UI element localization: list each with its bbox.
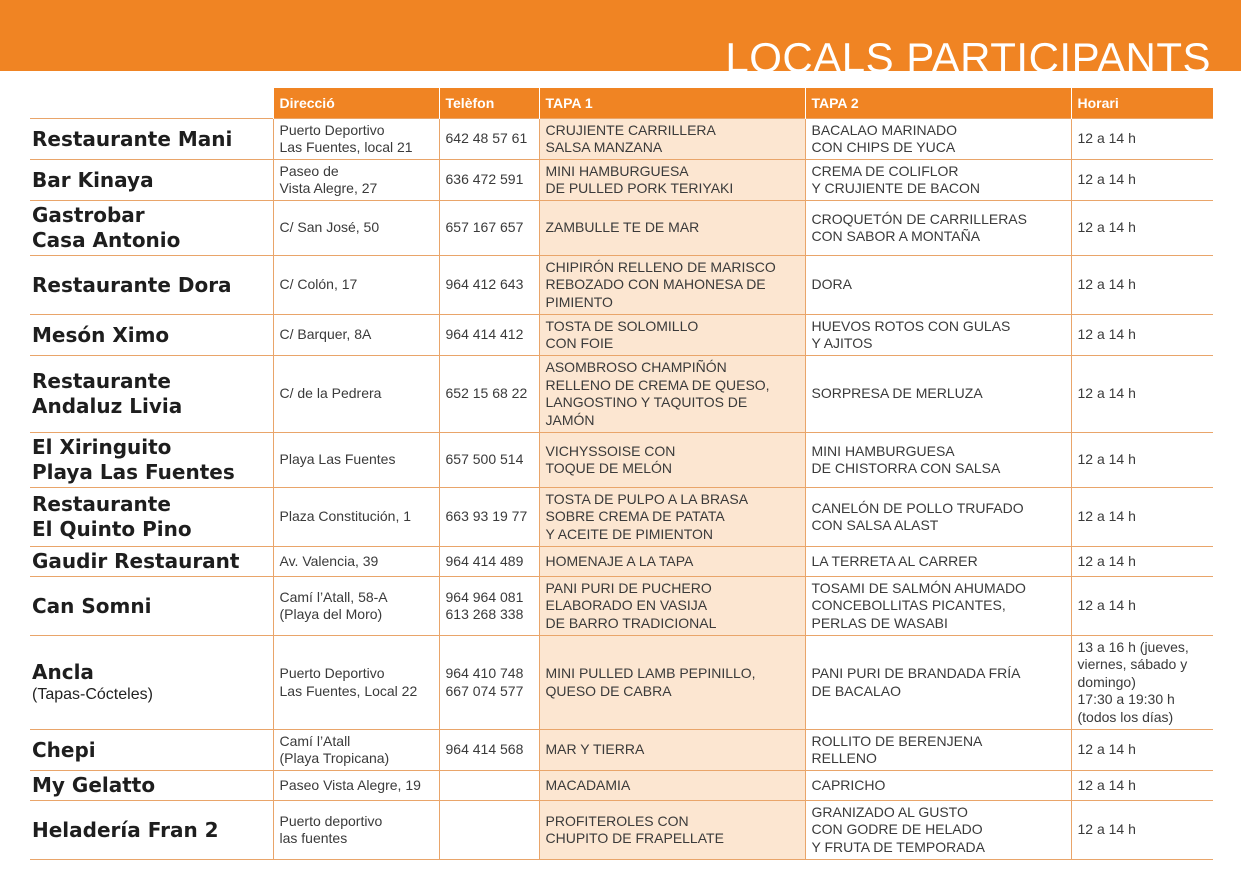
venue-hours: 12 a 14 h bbox=[1071, 356, 1213, 433]
venue-hours: 12 a 14 h bbox=[1071, 730, 1213, 771]
venue-name: Bar Kinaya bbox=[30, 160, 273, 201]
venue-phone: 964 414 489 bbox=[439, 547, 539, 577]
table-row bbox=[30, 577, 1213, 636]
participants-table bbox=[30, 88, 1213, 860]
venue-phone: 964 410 748 667 074 577 bbox=[439, 636, 539, 730]
venue-address: C/ Colón, 17 bbox=[273, 256, 439, 315]
venue-address: Puerto Deportivo Las Fuentes, Local 22 bbox=[273, 636, 439, 730]
venue-tapa2: CROQUETÓN DE CARRILLERAS CON SABOR A MONTAÑA bbox=[805, 201, 1071, 256]
venue-tapa2: BACALAO MARINADO CON CHIPS DE YUCA bbox=[805, 119, 1071, 160]
venue-address: Paseo de Vista Alegre, 27 bbox=[273, 160, 439, 201]
venue-address: Puerto Deportivo Las Fuentes, local 21 bbox=[273, 119, 439, 160]
venue-hours: 12 a 14 h bbox=[1071, 577, 1213, 636]
table-row bbox=[30, 201, 1213, 256]
venue-hours: 12 a 14 h bbox=[1071, 547, 1213, 577]
venue-address: Playa Las Fuentes bbox=[273, 433, 439, 488]
venue-phone: 964 414 568 bbox=[439, 730, 539, 771]
venue-tapa1: VICHYSSOISE CON TOQUE DE MELÓN bbox=[539, 433, 805, 488]
venue-address: Paseo Vista Alegre, 19 bbox=[273, 771, 439, 801]
venue-tapa2: SORPRESA DE MERLUZA bbox=[805, 356, 1071, 433]
venue-address: Camí l’Atall (Playa Tropicana) bbox=[273, 730, 439, 771]
venue-name: El Xiringuito Playa Las Fuentes bbox=[30, 433, 273, 488]
venue-name: Heladería Fran 2 bbox=[30, 801, 273, 860]
table-header-row bbox=[30, 88, 1213, 119]
venue-phone: 964 412 643 bbox=[439, 256, 539, 315]
venue-name: Chepi bbox=[30, 730, 273, 771]
venue-hours: 12 a 14 h bbox=[1071, 201, 1213, 256]
venue-name: Restaurante Dora bbox=[30, 256, 273, 315]
venue-tapa1: MACADAMIA bbox=[539, 771, 805, 801]
venue-tapa2: CANELÓN DE POLLO TRUFADO CON SALSA ALAST bbox=[805, 488, 1071, 547]
venue-name: Restaurante Andaluz Livia bbox=[30, 356, 273, 433]
venue-tapa2: HUEVOS ROTOS CON GULAS Y AJITOS bbox=[805, 315, 1071, 356]
venue-phone: 636 472 591 bbox=[439, 160, 539, 201]
table-row bbox=[30, 315, 1213, 356]
venue-tapa2: TOSAMI DE SALMÓN AHUMADO CONCEBOLLITAS PICANTES, PERLAS DE WASABI bbox=[805, 577, 1071, 636]
venue-hours: 12 a 14 h bbox=[1071, 256, 1213, 315]
venue-tapa1: CHIPIRÓN RELLENO DE MARISCO REBOZADO CON MAHONESA DE PIMIENTO bbox=[539, 256, 805, 315]
venue-tapa1: TOSTA DE PULPO A LA BRASA SOBRE CREMA DE PATATA Y ACEITE DE PIMIENTON bbox=[539, 488, 805, 547]
venue-hours: 12 a 14 h bbox=[1071, 315, 1213, 356]
venue-address: C/ Barquer, 8A bbox=[273, 315, 439, 356]
venue-tapa1: PROFITEROLES CON CHUPITO DE FRAPELLATE bbox=[539, 801, 805, 860]
table-row bbox=[30, 119, 1213, 160]
venue-tapa2: ROLLITO DE BERENJENA RELLENO bbox=[805, 730, 1071, 771]
table-row bbox=[30, 801, 1213, 860]
table-row bbox=[30, 771, 1213, 801]
venue-name bbox=[30, 636, 273, 730]
header-banner bbox=[0, 0, 1241, 71]
venue-tapa1: MINI PULLED LAMB PEPINILLO, QUESO DE CABRA bbox=[539, 636, 805, 730]
venue-hours: 12 a 14 h bbox=[1071, 801, 1213, 860]
venue-tapa1: MINI HAMBURGUESA DE PULLED PORK TERIYAKI bbox=[539, 160, 805, 201]
venue-subtitle: (Tapas-Cócteles) bbox=[32, 686, 153, 703]
table-row bbox=[30, 547, 1213, 577]
venue-name: Can Somni bbox=[30, 577, 273, 636]
venue-name: Gastrobar Casa Antonio bbox=[30, 201, 273, 256]
venue-name: My Gelatto bbox=[30, 771, 273, 801]
table-row bbox=[30, 356, 1213, 433]
venue-tapa2: DORA bbox=[805, 256, 1071, 315]
venue-tapa2: LA TERRETA AL CARRER bbox=[805, 547, 1071, 577]
venue-tapa2: GRANIZADO AL GUSTO CON GODRE DE HELADO Y FRUTA DE TEMPORADA bbox=[805, 801, 1071, 860]
venue-hours: 12 a 14 h bbox=[1071, 160, 1213, 201]
header-direccio: Direcció bbox=[273, 88, 439, 119]
venue-tapa1: HOMENAJE A LA TAPA bbox=[539, 547, 805, 577]
venue-tapa2: PANI PURI DE BRANDADA FRÍA DE BACALAO bbox=[805, 636, 1071, 730]
venue-phone: 657 500 514 bbox=[439, 433, 539, 488]
venue-name: Gaudir Restaurant bbox=[30, 547, 273, 577]
table-row bbox=[30, 256, 1213, 315]
header-horari: Horari bbox=[1071, 88, 1213, 119]
header-tapa1: TAPA 1 bbox=[539, 88, 805, 119]
table-row bbox=[30, 636, 1213, 730]
table-row bbox=[30, 488, 1213, 547]
venue-tapa2: CREMA DE COLIFLOR Y CRUJIENTE DE BACON bbox=[805, 160, 1071, 201]
venue-phone: 964 964 081 613 268 338 bbox=[439, 577, 539, 636]
venue-address: Plaza Constitución, 1 bbox=[273, 488, 439, 547]
venue-tapa1: TOSTA DE SOLOMILLO CON FOIE bbox=[539, 315, 805, 356]
venue-tapa1: CRUJIENTE CARRILLERA SALSA MANZANA bbox=[539, 119, 805, 160]
page-title: LOCALS PARTICIPANTS bbox=[725, 34, 1211, 71]
venue-tapa1: MAR Y TIERRA bbox=[539, 730, 805, 771]
venue-tapa1: PANI PURI DE PUCHERO ELABORADO EN VASIJA DE BARRO TRADICIONAL bbox=[539, 577, 805, 636]
venue-hours: 12 a 14 h bbox=[1071, 488, 1213, 547]
table-row bbox=[30, 433, 1213, 488]
table-row bbox=[30, 160, 1213, 201]
header-tapa2: TAPA 2 bbox=[805, 88, 1071, 119]
venue-hours: 12 a 14 h bbox=[1071, 771, 1213, 801]
venue-name-main: Ancla bbox=[32, 660, 94, 684]
venue-phone: 657 167 657 bbox=[439, 201, 539, 256]
venue-phone: 652 15 68 22 bbox=[439, 356, 539, 433]
header-blank bbox=[30, 88, 273, 119]
venue-name: Restaurante El Quinto Pino bbox=[30, 488, 273, 547]
venue-address: C/ de la Pedrera bbox=[273, 356, 439, 433]
venue-hours: 12 a 14 h bbox=[1071, 119, 1213, 160]
venue-phone bbox=[439, 801, 539, 860]
venue-address: Puerto deportivo las fuentes bbox=[273, 801, 439, 860]
venue-hours: 13 a 16 h (jueves, viernes, sábado y domingo) 17:30 a 19:30 h (todos los días) bbox=[1071, 636, 1213, 730]
venue-address: Av. Valencia, 39 bbox=[273, 547, 439, 577]
venue-tapa2: MINI HAMBURGUESA DE CHISTORRA CON SALSA bbox=[805, 433, 1071, 488]
venue-name: Mesón Ximo bbox=[30, 315, 273, 356]
venue-phone: 663 93 19 77 bbox=[439, 488, 539, 547]
table-row bbox=[30, 730, 1213, 771]
venue-address: C/ San José, 50 bbox=[273, 201, 439, 256]
venue-tapa2: CAPRICHO bbox=[805, 771, 1071, 801]
venue-tapa1: ASOMBROSO CHAMPIÑÓN RELLENO DE CREMA DE QUESO, LANGOSTINO Y TAQUITOS DE JAMÓN bbox=[539, 356, 805, 433]
venue-tapa1: ZAMBULLE TE DE MAR bbox=[539, 201, 805, 256]
venue-name: Restaurante Mani bbox=[30, 119, 273, 160]
venue-phone: 964 414 412 bbox=[439, 315, 539, 356]
venue-address: Camí l’Atall, 58-A (Playa del Moro) bbox=[273, 577, 439, 636]
venue-hours: 12 a 14 h bbox=[1071, 433, 1213, 488]
header-telefon: Telèfon bbox=[439, 88, 539, 119]
venue-phone: 642 48 57 61 bbox=[439, 119, 539, 160]
venue-phone bbox=[439, 771, 539, 801]
